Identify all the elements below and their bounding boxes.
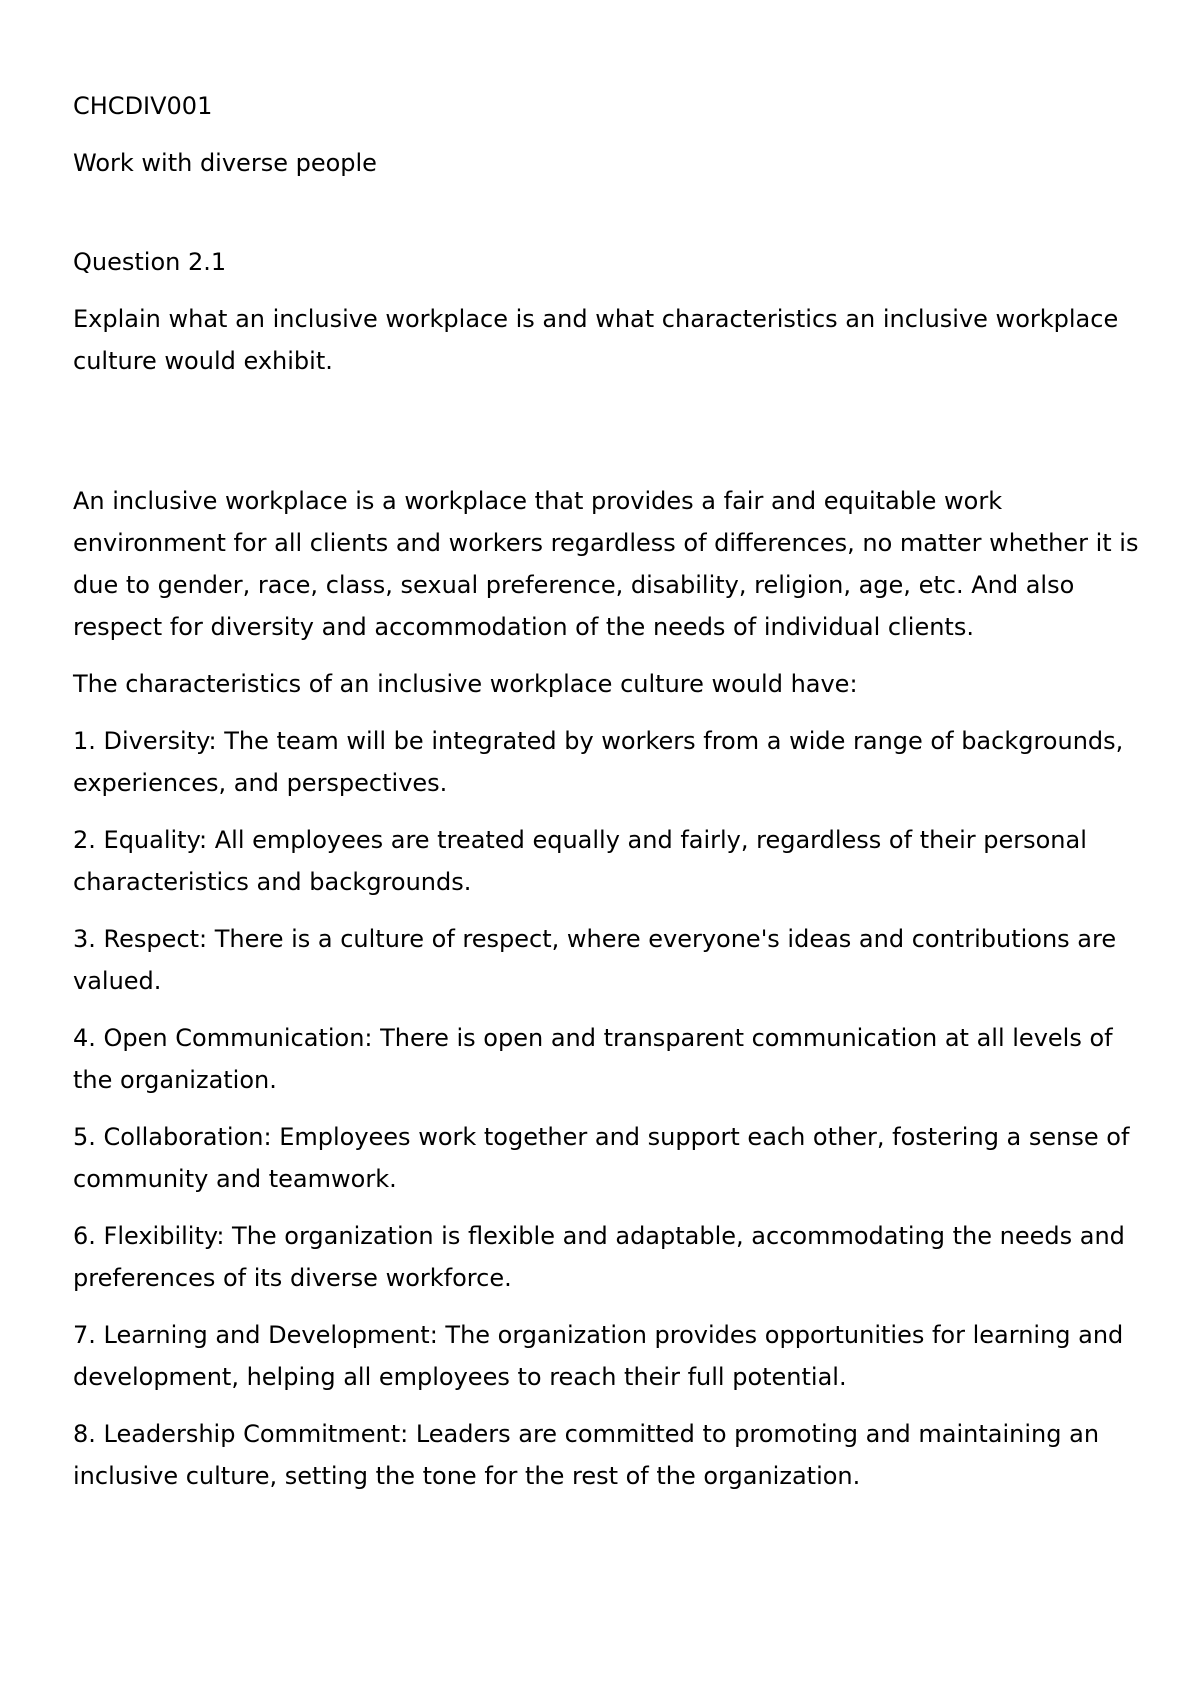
characteristic-item: 4. Open Communication: There is open and transparent communication at all levels of the organization. — [73, 1024, 1113, 1094]
characteristic-item: 2. Equality: All employees are treated equally and fairly, regardless of their personal characteristics and backgrounds. — [73, 826, 1087, 896]
question-label: Question 2.1 — [73, 248, 227, 276]
characteristic-item: 1. Diversity: The team will be integrated by workers from a wide range of backgrounds, experiences, and perspectives. — [73, 727, 1124, 797]
document-page — [73, 85, 1143, 1497]
characteristics-heading: The characteristics of an inclusive workplace culture would have: — [73, 670, 858, 698]
answer-intro: An inclusive workplace is a workplace that provides a fair and equitable work environment for all clients and workers regardless of differences, no matter whether it is due to gender, race, class, sexual preference, disability, religion, age, etc. And also respect for diversity and accommodation of the needs of individual clients. — [73, 487, 1139, 641]
characteristic-item: 6. Flexibility: The organization is flexible and adaptable, accommodating the needs and preferences of its diverse workforce. — [73, 1222, 1125, 1292]
characteristic-item: 3. Respect: There is a culture of respect, where everyone's ideas and contributions are valued. — [73, 925, 1117, 995]
course-title: Work with diverse people — [73, 149, 377, 177]
course-code: CHCDIV001 — [73, 92, 213, 120]
characteristic-item: 5. Collaboration: Employees work together and support each other, fostering a sense of community and teamwork. — [73, 1123, 1130, 1193]
characteristic-item: 8. Leadership Commitment: Leaders are committed to promoting and maintaining an inclusive culture, setting the tone for the rest of the organization. — [73, 1420, 1100, 1490]
characteristic-item: 7. Learning and Development: The organization provides opportunities for learning and development, helping all employees to reach their full potential. — [73, 1321, 1124, 1391]
question-text: Explain what an inclusive workplace is and what characteristics an inclusive workplace culture would exhibit. — [73, 305, 1119, 375]
